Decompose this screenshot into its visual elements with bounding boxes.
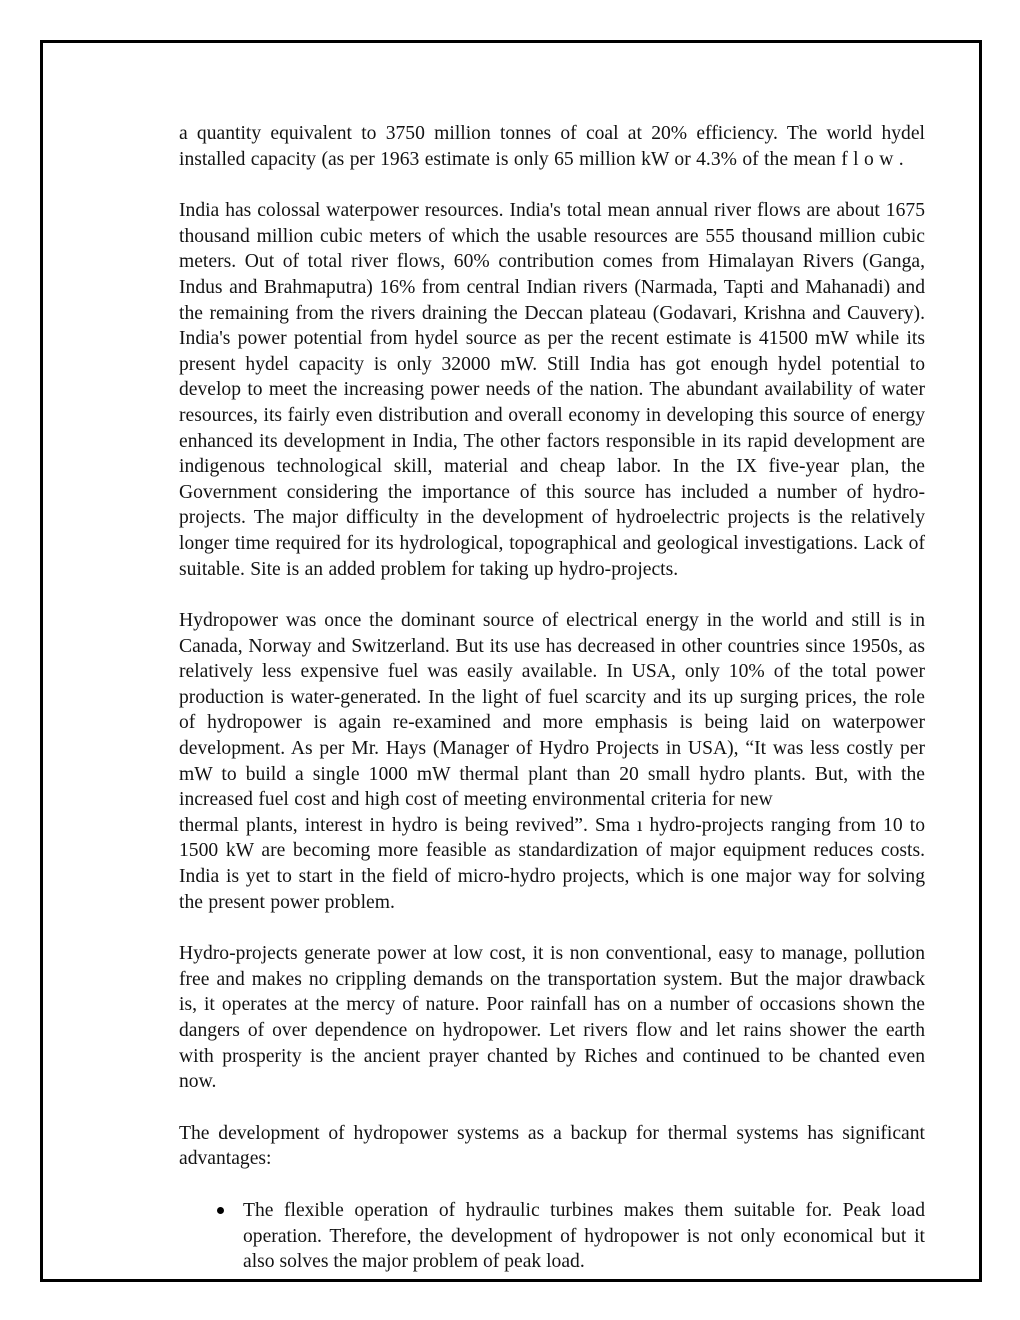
paragraph-gap — [179, 915, 925, 941]
bullet-point-icon — [217, 1207, 224, 1214]
list-item — [179, 1198, 925, 1275]
paragraph-small-hydro-projects: thermal plants, interest in hydro is being revived”. Sma ı hydro-projects ranging from 10 to 1500 kW are becoming more feasible as standardization of major equipment reduces costs. India is yet to start in the field of micro-hydro projects, which is one major way for solving the present power problem. — [179, 814, 925, 913]
paragraph-hydropower-dominant-source: Hydropower was once the dominant source of electrical energy in the world and still is in Canada, Norway and Switzerland. But its use has decreased in other countries since 1950s, as relatively less expensive fuel was easily available. In USA, only 10% of the total power production is water-generated. In the light of fuel scarcity and its up surging prices, the role of hydropower is again re-examined and more emphasis is being laid on waterpower development. As per Mr. Hays (Manager of Hydro Projects in USA), “It was less costly per mW to build a single 1000 mW thermal plant than 20 small hydro plants. But, with the increased fuel cost and high cost of meeting environmental criteria for new — [179, 610, 925, 811]
list-item-label: The flexible operation of hydraulic turbines makes them suitable for. Peak load operation. Therefore, the development of hydropower is not only economical but it also solves the major problem of peak load. — [243, 1199, 925, 1273]
document-text-body — [179, 121, 925, 1275]
paragraph-india-waterpower-resources: India has colossal waterpower resources. India's total mean annual river flows are about 1675 thousand million cubic meters of which the usable resources are 555 thousand million cubic meters. Out of total river flows, 60% contribution comes from Himalayan Rivers (Ganga, Indus and Brahmaputra) 16% from central Indian rivers (Narmada, Tapti and Mahanadi) and the remaining from the rivers draining the Deccan plateau (Godavari, Krishna and Cauvery). India's power potential from hydel source as per the recent estimate is 41500 mW while its present hydel capacity is only 32000 mW. Still India has got enough hydel potential to develop to meet the increasing power needs of the nation. The abundant availability of water resources, its fairly even distribution and overall economy in developing this source of energy enhanced its development in India, The other factors responsible in its rapid development are indigenous technological skill, material and cheap labor. In the IX five-year plan, the Government considering the importance of this source has included a number of hydro-projects. The major difficulty in the development of hydroelectric projects is the relatively longer time required for its hydrological, topographical and geological investigations. Lack of suitable. Site is an added problem for taking up hydro-projects. — [179, 200, 925, 580]
paragraph-gap — [179, 582, 925, 608]
advantages-bullet-list — [179, 1198, 925, 1275]
paragraph-gap — [179, 172, 925, 198]
paragraph-hydro-projects-low-cost: Hydro-projects generate power at low cost, it is non conventional, easy to manage, pollution free and makes no crippling demands on the transportation system. But the major drawback is, it operates at the mercy of nature. Poor rainfall has on a number of occasions shown the dangers of over dependence on hydropower. Let rivers flow and let rains shower the earth with prosperity is the ancient prayer chanted by Riches and continued to be chanted even now. — [179, 943, 925, 1093]
paragraph-intro-coal-equivalent: a quantity equivalent to 3750 million tonnes of coal at 20% efficiency. The world hydel installed capacity (as per 1963 estimate is only 65 million kW or 4.3% of the mean f l o w . — [179, 123, 925, 170]
paragraph-gap — [179, 1172, 925, 1198]
page-border-frame — [40, 40, 982, 1282]
paragraph-gap — [179, 1095, 925, 1121]
paragraph-backup-advantages-lead-in: The development of hydropower systems as a backup for thermal systems has significant advantages: — [179, 1122, 925, 1170]
